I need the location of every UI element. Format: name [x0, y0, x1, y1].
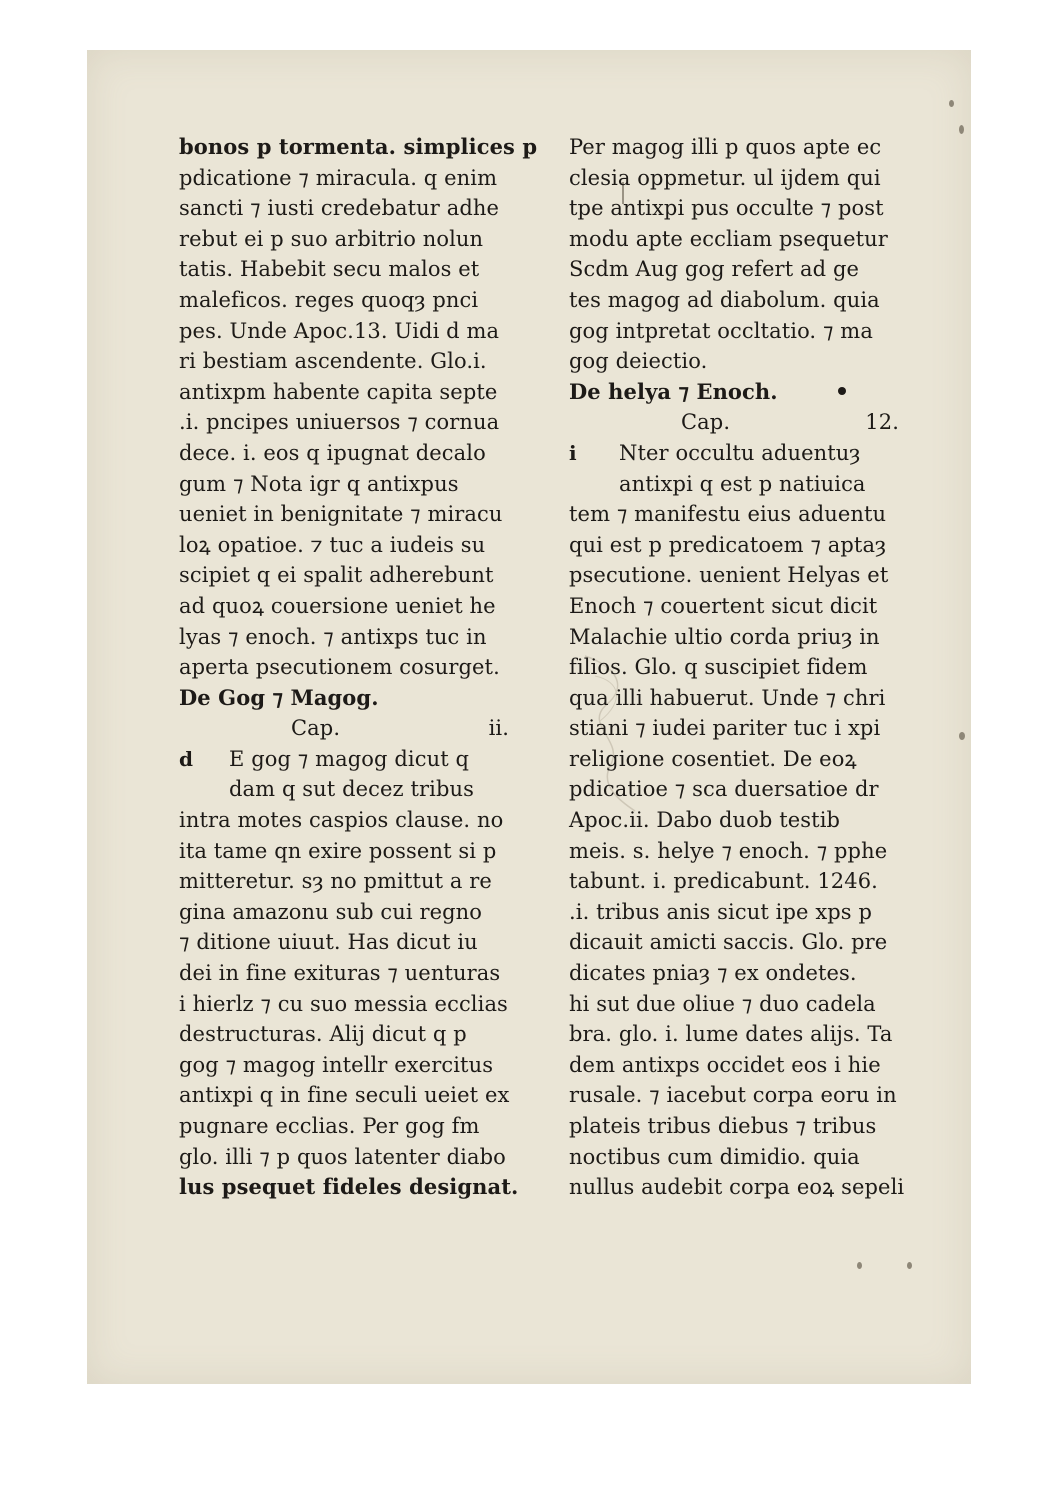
manuscript-page [87, 50, 971, 1384]
chapter-number: ii. [488, 716, 509, 741]
text-line: antixpi q in fine seculi ueiet ex [179, 1083, 510, 1108]
text-line: lus psequet fideles designat. [179, 1174, 519, 1200]
text-line: destructuras. Alij dicut q p [179, 1022, 467, 1047]
text-line: ita tame qn exire possent si p [179, 838, 497, 863]
margin-dot [907, 1262, 912, 1269]
text-line: Apoc.ii. Dabo duob testib [569, 808, 841, 833]
chapter-number: 12. [865, 410, 899, 435]
text-line: qua illi habuerut. Unde ⁊ chri [569, 685, 886, 710]
text-line: rebut ei p suo arbitrio nolun [179, 226, 484, 251]
text-line: scipiet q ei spalit adherebunt [179, 563, 494, 588]
text-line: mitteretur. sȝ no pmittut a re [179, 869, 492, 894]
text-line: meis. s. helye ⁊ enoch. ⁊ pphe [569, 838, 888, 863]
text-line: pdicatioe ⁊ sca duersatioe dr [569, 777, 879, 802]
text-line: bonos p tormenta. simplices p [179, 134, 538, 159]
text-line: noctibus cum dimidio. quia [569, 1144, 860, 1169]
text-line: tpe antixpi pus occulte ⁊ post [569, 196, 884, 221]
text-line: intra motes caspios clause. no [179, 808, 504, 833]
right-text-column [569, 132, 905, 1203]
text-line: hi sut due oliue ⁊ duo cadela [569, 991, 876, 1016]
margin-dot [949, 100, 954, 107]
text-line: dicauit amicti saccis. Glo. pre [569, 930, 888, 955]
margin-dot [959, 125, 964, 134]
text-line: aperta psecutionem cosurget. [179, 655, 500, 680]
text-line: dem antixps occidet eos i hie [569, 1052, 881, 1077]
guide-letter: d [179, 746, 194, 771]
text-line: clesia oppmetur. ul ijdem qui [569, 165, 881, 190]
text-line: pes. Unde Apoc.13. Uidi d ma [179, 318, 500, 343]
text-line: pugnare ecclias. Per gog fm [179, 1114, 480, 1138]
guide-letter: i [569, 440, 577, 465]
text-line: ueniet in benignitate ⁊ miracu [179, 502, 503, 527]
text-line: i hierlz ⁊ cu suo messia ecclias [179, 991, 508, 1016]
text-line: dece. i. eos q ipugnat decalo [179, 440, 486, 465]
text-line: gog deiectio. [569, 349, 708, 374]
text-line: dicates pniaȝ ⁊ ex ondetes. [569, 961, 857, 986]
text-line: tatis. Habebit secu malos et [179, 257, 480, 282]
chapter-number-line [569, 407, 899, 438]
text-line [179, 744, 509, 775]
text-line: Enoch ⁊ couertent sicut dicit [569, 593, 878, 618]
initial-text: E gog ⁊ magog dicut q [229, 746, 470, 771]
text-line: dam q sut decez tribus [229, 777, 475, 802]
chapter-label: Cap. [681, 410, 731, 435]
text-line: gog intpretat occltatio. ⁊ ma [569, 318, 873, 343]
text-line: lyas ⁊ enoch. ⁊ antixps tuc in [179, 624, 487, 649]
text-line: psecutione. uenient Helyas et [569, 563, 889, 588]
text-line: ⁊ ditione uiuut. Has dicut iu [179, 930, 478, 955]
text-line: bra. glo. i. lume dates alijs. Ta [569, 1022, 893, 1047]
text-line: .i. pncipes uniuersos ⁊ cornua [179, 410, 500, 435]
chapter-heading: De Gog ⁊ Magog. [179, 684, 379, 710]
text-line: tes magog ad diabolum. quia [569, 287, 880, 312]
text-line [569, 438, 899, 469]
text-line: rusale. ⁊ iacebut corpa eoru in [569, 1083, 897, 1108]
chapter-label: Cap. [291, 716, 341, 741]
text-line: Scdm Aug gog refert ad ge [569, 257, 860, 282]
text-line: .i. tribus anis sicut ipe xps p [569, 899, 873, 924]
margin-dot [857, 1262, 862, 1269]
text-line: gog ⁊ magog intellr exercitus [179, 1052, 494, 1077]
text-line: nullus audebit corpa eoꝝ sepeli [569, 1175, 905, 1200]
text-line: ri bestiam ascendente. Glo.i. [179, 349, 487, 374]
text-line: dei in fine exituras ⁊ uenturas [179, 961, 501, 986]
text-line: loꝝ opatioe. ⁊ tuc a iudeis su [179, 532, 486, 557]
text-line: tabunt. i. predicabunt. 1246. [569, 869, 878, 894]
chapter-number-line [179, 713, 509, 744]
text-line: antixpi q est p natiuica [619, 471, 866, 496]
initial-text: Nter occultu aduentuȝ [619, 440, 861, 465]
text-line: filios. Glo. q suscipiet fidem [569, 655, 868, 680]
text-line: tem ⁊ manifestu eius aduentu [569, 502, 887, 527]
text-line: modu apte eccliam psequetur [569, 226, 888, 251]
chapter-heading: De helya ⁊ Enoch. [569, 378, 778, 404]
text-line: Per magog illi p quos apte ec [569, 135, 882, 159]
margin-dot [959, 732, 965, 740]
text-line: glo. illi ⁊ p quos latenter diabo [179, 1144, 506, 1169]
text-line: qui est p predicatoem ⁊ aptaȝ [569, 532, 887, 557]
text-line: stiani ⁊ iudei pariter tuc i xpi [569, 716, 881, 741]
left-text-column [179, 132, 538, 1203]
text-line: gina amazonu sub cui regno [179, 899, 483, 924]
text-line: sancti ⁊ iusti credebatur adhe [179, 196, 500, 221]
text-line: Malachie ultio corda priuȝ in [569, 624, 880, 649]
text-line: plateis tribus diebus ⁊ tribus [569, 1114, 877, 1138]
text-line: ad quoꝝ couersione ueniet he [179, 593, 496, 618]
text-line: religione cosentiet. De eoꝝ [569, 746, 857, 771]
text-line: pdicatione ⁊ miracula. q enim [179, 165, 498, 190]
text-line: antixpm habente capita septe [179, 379, 498, 404]
text-line: maleficos. reges quoqȝ pnci [179, 287, 479, 312]
text-line: gum ⁊ Nota igr q antixpus [179, 471, 459, 496]
